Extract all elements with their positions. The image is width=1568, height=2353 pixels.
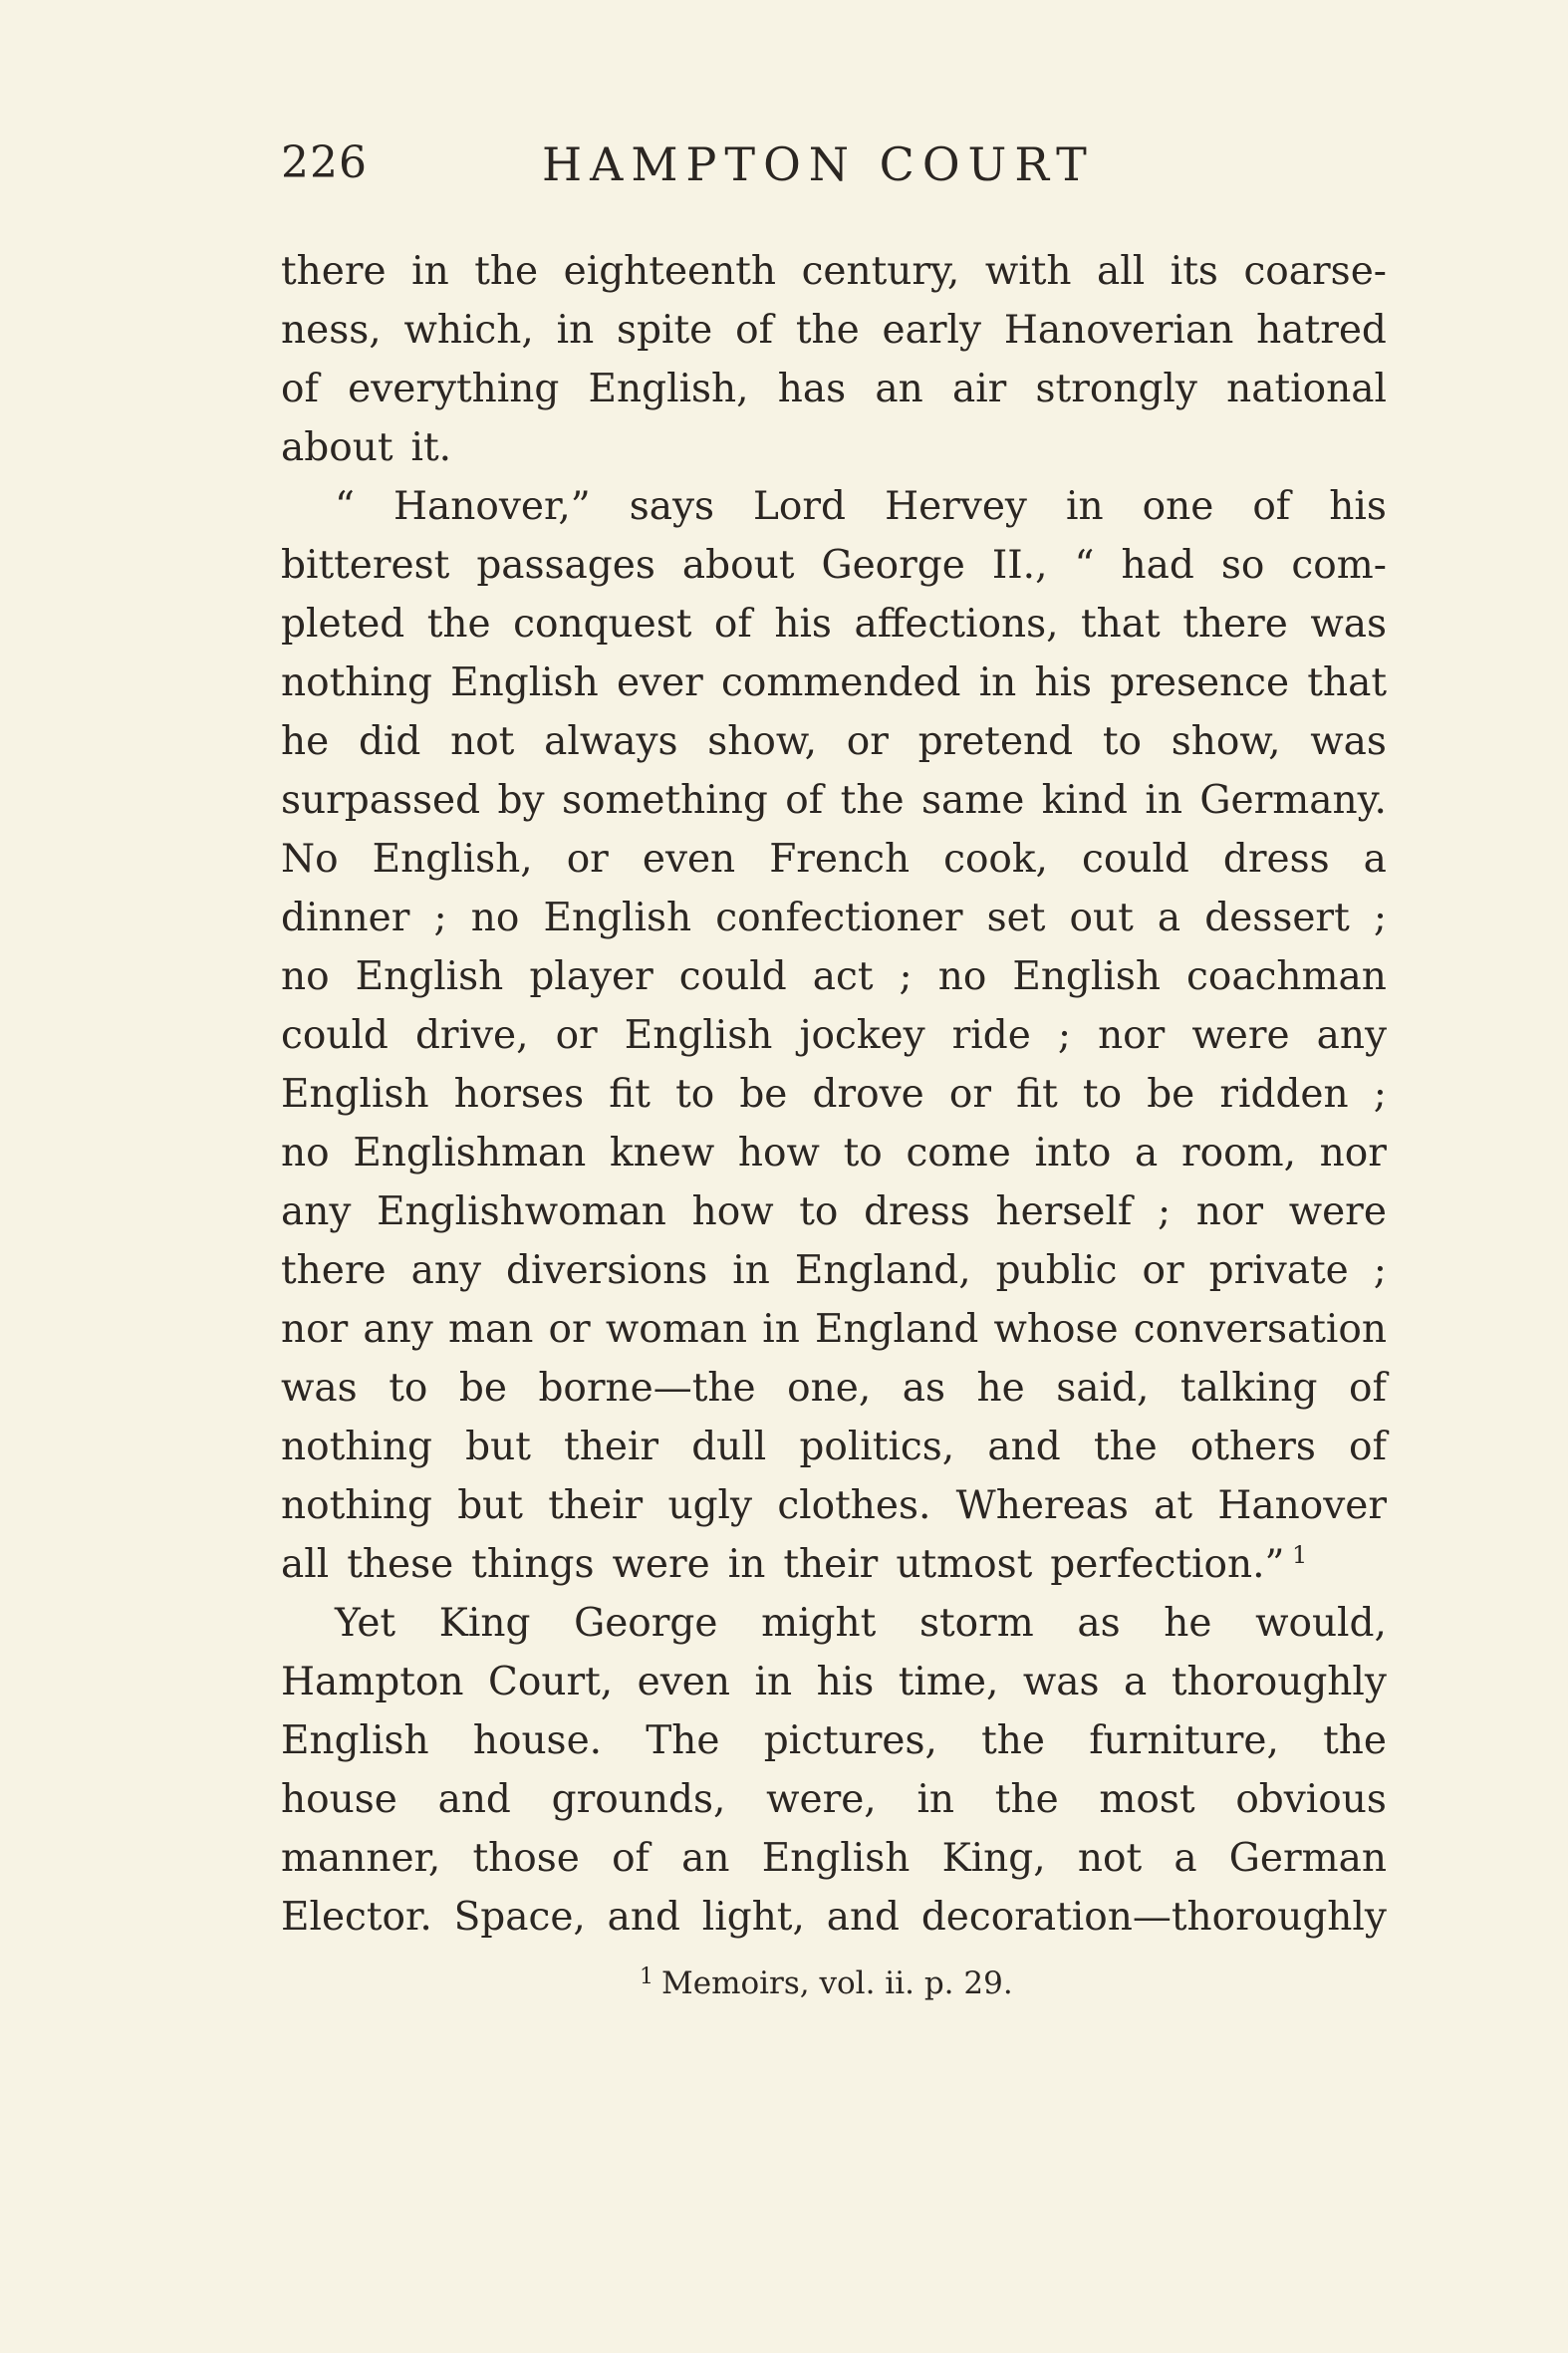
text-line — [281, 889, 1387, 947]
word: to — [1082, 1072, 1123, 1117]
word: confectioner — [715, 896, 963, 940]
word: were — [1288, 1189, 1387, 1234]
word: ; — [1373, 1248, 1387, 1293]
word: any — [410, 1248, 481, 1293]
text-line — [281, 1829, 1387, 1888]
word: ; — [899, 954, 913, 999]
word: it. — [410, 425, 452, 470]
word: strongly — [1035, 367, 1197, 411]
word: said, — [1056, 1366, 1150, 1411]
word: things — [471, 1542, 595, 1587]
word: room, — [1180, 1131, 1296, 1176]
word: thoroughly — [1171, 1660, 1387, 1704]
word: ridden — [1219, 1072, 1349, 1117]
word: about — [281, 425, 393, 470]
word: whose — [993, 1307, 1119, 1352]
word: fit — [1016, 1072, 1058, 1117]
word: national — [1226, 367, 1387, 411]
word: he — [976, 1366, 1025, 1411]
page-header — [281, 137, 1387, 197]
word: to — [843, 1131, 883, 1176]
word: King — [438, 1601, 531, 1646]
word: politics, — [799, 1425, 955, 1469]
word: “ — [335, 484, 355, 529]
text-line — [281, 712, 1387, 771]
word: of — [735, 308, 774, 353]
word: to — [1102, 719, 1143, 764]
text-line — [281, 1770, 1387, 1829]
text-line — [281, 242, 1387, 301]
word: come — [906, 1131, 1011, 1176]
word: a — [1174, 1836, 1197, 1881]
word: or — [1142, 1248, 1184, 1293]
word: of — [785, 778, 824, 823]
word: coarse- — [1243, 249, 1387, 294]
text-line — [281, 1300, 1387, 1359]
word: be — [458, 1366, 507, 1411]
word: spite — [617, 308, 713, 353]
word: Hanover,” — [392, 484, 591, 529]
word: would, — [1255, 1601, 1387, 1646]
word: everything — [348, 367, 560, 411]
word: by — [497, 778, 545, 823]
word: house. — [472, 1718, 603, 1763]
word: in — [1145, 778, 1182, 823]
word: these — [347, 1542, 454, 1587]
word: private — [1208, 1248, 1349, 1293]
word: any — [363, 1307, 433, 1352]
word: jockey — [799, 1013, 925, 1058]
word: nor — [1195, 1189, 1264, 1234]
footnote-text: Memoirs, vol. ii. p. 29. — [661, 1965, 1013, 2001]
word: there — [1182, 602, 1288, 647]
word: that — [1081, 602, 1161, 647]
word: all — [1097, 249, 1146, 294]
word: Hanover — [1217, 1483, 1387, 1528]
word: time, — [898, 1660, 999, 1704]
text-line — [281, 830, 1387, 889]
word: as — [1077, 1601, 1121, 1646]
word: knew — [610, 1131, 715, 1176]
text-line — [281, 418, 1387, 477]
word: which, — [403, 308, 534, 353]
text-line — [281, 1006, 1387, 1065]
word: in — [732, 1248, 770, 1293]
word: that — [1307, 660, 1387, 705]
word: there — [281, 249, 387, 294]
word: dessert — [1204, 896, 1350, 940]
word: English — [450, 660, 599, 705]
word: he — [281, 719, 330, 764]
word: and — [987, 1425, 1061, 1469]
word: fit — [609, 1072, 651, 1117]
word: in — [411, 249, 449, 294]
word: dinner — [281, 896, 410, 940]
word: Germany. — [1199, 778, 1387, 823]
word: presence — [1110, 660, 1290, 705]
word: house — [281, 1777, 397, 1822]
word: Englishman — [353, 1131, 587, 1176]
word: the — [795, 308, 860, 353]
word: pretend — [917, 719, 1074, 764]
word: with — [984, 249, 1072, 294]
word: could — [281, 1013, 389, 1058]
word: manner, — [281, 1836, 441, 1881]
word: was — [1310, 602, 1387, 647]
word: herself — [995, 1189, 1133, 1234]
word: in — [754, 1660, 793, 1704]
word: ride — [951, 1013, 1031, 1058]
word: King, — [941, 1836, 1046, 1881]
word: be — [739, 1072, 788, 1117]
word: French — [769, 837, 911, 882]
word: most — [1099, 1777, 1195, 1822]
word: nor — [1319, 1131, 1387, 1176]
word: eighteenth — [563, 249, 777, 294]
word: furniture, — [1089, 1718, 1279, 1763]
word: grounds, — [551, 1777, 726, 1822]
word: the — [994, 1777, 1059, 1822]
word: “ — [1074, 543, 1095, 588]
text-line — [281, 1359, 1387, 1418]
word: dull — [691, 1425, 767, 1469]
word: ; — [1373, 896, 1387, 940]
word: any — [281, 1189, 352, 1234]
text-line — [281, 1241, 1387, 1300]
word: utmost — [896, 1542, 1033, 1587]
word: same — [920, 778, 1025, 823]
word: could — [678, 954, 787, 999]
word: ness, — [281, 308, 382, 353]
word: English — [761, 1836, 911, 1881]
word: something — [561, 778, 768, 823]
word: Lord — [753, 484, 847, 529]
word: or — [566, 837, 609, 882]
word: light, — [701, 1895, 805, 1940]
word: The — [646, 1718, 720, 1763]
word: Hervey — [885, 484, 1027, 529]
word: but — [457, 1483, 523, 1528]
word: Court, — [488, 1660, 614, 1704]
word: in — [727, 1542, 766, 1587]
word: his — [1034, 660, 1093, 705]
word: England — [814, 1307, 979, 1352]
word: all — [281, 1542, 330, 1587]
word: says — [629, 484, 714, 529]
word: ; — [1157, 1189, 1172, 1234]
word: the — [474, 249, 539, 294]
word: so — [1220, 543, 1265, 588]
word: nor — [1098, 1013, 1166, 1058]
word: no — [281, 954, 330, 999]
word: player — [529, 954, 653, 999]
word: and — [437, 1777, 511, 1822]
word: his — [1329, 484, 1387, 529]
word: to — [675, 1072, 715, 1117]
word: the — [1323, 1718, 1387, 1763]
word: No — [281, 837, 339, 882]
word: those — [472, 1836, 580, 1881]
word: or — [555, 1013, 598, 1058]
word: commended — [721, 660, 961, 705]
word: hatred — [1256, 308, 1387, 353]
word: George — [821, 543, 965, 588]
word: could — [1081, 837, 1189, 882]
word: in — [978, 660, 1017, 705]
word: obvious — [1235, 1777, 1387, 1822]
word: show, — [707, 719, 817, 764]
word: of — [1349, 1366, 1387, 1411]
word: of — [1349, 1425, 1387, 1469]
word: a — [1157, 896, 1181, 940]
word: talking — [1179, 1366, 1318, 1411]
word: Elector. — [281, 1895, 432, 1940]
word: borne—the — [538, 1366, 756, 1411]
word: no — [470, 896, 520, 940]
word: even — [642, 837, 736, 882]
text-line — [281, 1594, 1387, 1653]
word: passages — [476, 543, 655, 588]
text-line — [281, 301, 1387, 360]
word: he — [1164, 1601, 1212, 1646]
word: horses — [453, 1072, 585, 1117]
word: ugly — [667, 1483, 753, 1528]
word: conquest — [513, 602, 692, 647]
word: the — [426, 602, 491, 647]
word: nothing — [281, 1425, 432, 1469]
word: was — [1310, 719, 1387, 764]
word: or — [948, 1072, 991, 1117]
footnote — [640, 1964, 1013, 2001]
word: conversation — [1133, 1307, 1387, 1352]
text-line — [281, 771, 1387, 830]
word: of — [281, 367, 319, 411]
word: as — [902, 1366, 946, 1411]
running-head: HAMPTON COURT — [542, 137, 1095, 191]
word: clothes. — [777, 1483, 931, 1528]
text-line — [281, 1888, 1387, 1947]
footnote-reference: 1 — [1284, 1541, 1308, 1569]
text-line — [281, 1711, 1387, 1770]
word: set — [986, 896, 1046, 940]
word: of — [713, 602, 752, 647]
text-line — [281, 947, 1387, 1006]
word: cook, — [943, 837, 1048, 882]
word: England, — [794, 1248, 971, 1293]
text-line — [281, 595, 1387, 654]
word: coachman — [1186, 954, 1387, 999]
word: century, — [801, 249, 960, 294]
word: diversions — [506, 1248, 708, 1293]
word: dress — [864, 1189, 970, 1234]
word: to — [389, 1366, 428, 1411]
word: into — [1034, 1131, 1112, 1176]
word: English — [624, 1013, 773, 1058]
text-line — [281, 477, 1387, 536]
word: how — [691, 1189, 774, 1234]
word: English — [281, 1072, 429, 1117]
word: in — [1065, 484, 1104, 529]
text-line — [281, 536, 1387, 595]
word: woman — [605, 1307, 748, 1352]
word: perfection.” $^1$ — [1050, 1541, 1308, 1587]
word: drove — [812, 1072, 924, 1117]
word: his — [774, 602, 832, 647]
word: their — [548, 1483, 644, 1528]
word: ; — [433, 896, 447, 940]
word: English — [543, 896, 692, 940]
word: were — [612, 1542, 710, 1587]
word: might — [761, 1601, 877, 1646]
word: no — [281, 1131, 330, 1176]
word: always — [544, 719, 678, 764]
word: not — [450, 719, 515, 764]
word: an — [681, 1836, 730, 1881]
word: how — [737, 1131, 820, 1176]
word: Yet — [335, 1601, 396, 1646]
word: kind — [1041, 778, 1128, 823]
word: Englishwoman — [377, 1189, 666, 1234]
word: in — [916, 1777, 955, 1822]
word: nor — [281, 1307, 349, 1352]
word: early — [882, 308, 982, 353]
word: has — [777, 367, 847, 411]
word: or — [548, 1307, 591, 1352]
word: storm — [918, 1601, 1034, 1646]
word: even — [637, 1660, 730, 1704]
word: English — [355, 954, 504, 999]
word: ever — [616, 660, 703, 705]
word: George — [574, 1601, 718, 1646]
word: a — [1135, 1131, 1159, 1176]
word: nothing — [281, 1483, 432, 1528]
word: nothing — [281, 660, 432, 705]
word: did — [358, 719, 421, 764]
text-line — [281, 1065, 1387, 1124]
word: its — [1170, 249, 1218, 294]
word: and — [826, 1895, 901, 1940]
word: dress — [1222, 837, 1330, 882]
word: man — [448, 1307, 534, 1352]
word: had — [1121, 543, 1194, 588]
word: the — [1093, 1425, 1158, 1469]
word: to — [799, 1189, 839, 1234]
text-line — [281, 1476, 1387, 1535]
word: there — [281, 1248, 387, 1293]
word: air — [951, 367, 1007, 411]
word: at — [1154, 1483, 1193, 1528]
word: the — [981, 1718, 1045, 1763]
word: pictures, — [763, 1718, 937, 1763]
word: ; — [1057, 1013, 1072, 1058]
text-line — [281, 1653, 1387, 1711]
word: Hampton — [281, 1660, 464, 1704]
word: Space, — [453, 1895, 586, 1940]
word: decoration—thoroughly — [920, 1895, 1387, 1940]
word: one, — [787, 1366, 872, 1411]
word: ; — [1373, 1072, 1387, 1117]
word: English — [1012, 954, 1161, 999]
word: German — [1228, 1836, 1387, 1881]
text-line — [281, 360, 1387, 418]
word: were, — [766, 1777, 877, 1822]
word: show, — [1171, 719, 1281, 764]
text-line — [281, 1182, 1387, 1241]
word: others — [1189, 1425, 1316, 1469]
word: pleted — [281, 602, 405, 647]
word: English, — [372, 837, 533, 882]
word: the — [840, 778, 905, 823]
word: was — [281, 1366, 358, 1411]
word: their — [564, 1425, 659, 1469]
text-line — [281, 1124, 1387, 1182]
word: not — [1077, 1836, 1143, 1881]
word: no — [937, 954, 987, 999]
word: out — [1069, 896, 1134, 940]
word: of — [1252, 484, 1291, 529]
word: act — [812, 954, 874, 999]
word: affections, — [854, 602, 1059, 647]
word: an — [875, 367, 923, 411]
word: in — [762, 1307, 800, 1352]
word: English, — [588, 367, 749, 411]
word: English — [281, 1718, 429, 1763]
word: of — [612, 1836, 650, 1881]
word: II., — [991, 543, 1048, 588]
word: in — [556, 308, 595, 353]
text-line — [281, 654, 1387, 712]
word: Whereas — [955, 1483, 1129, 1528]
word: were — [1191, 1013, 1290, 1058]
word: public — [995, 1248, 1118, 1293]
word: about — [681, 543, 795, 588]
body-text — [281, 242, 1387, 1947]
word: but — [465, 1425, 531, 1469]
word: or — [846, 719, 889, 764]
word: any — [1316, 1013, 1387, 1058]
word: his — [816, 1660, 875, 1704]
word: a — [1363, 837, 1387, 882]
word: a — [1124, 1660, 1148, 1704]
word: com- — [1291, 543, 1387, 588]
word: and — [607, 1895, 680, 1940]
word: their — [783, 1542, 879, 1587]
word: bitterest — [281, 543, 450, 588]
page-number: 226 — [281, 137, 368, 188]
text-line — [281, 1535, 1387, 1594]
word: Hanoverian — [1003, 308, 1234, 353]
word: was — [1022, 1660, 1100, 1704]
word: drive, — [414, 1013, 529, 1058]
word: surpassed — [281, 778, 481, 823]
word: one — [1142, 484, 1214, 529]
footnote-mark: 1 — [640, 1964, 653, 1989]
word: be — [1147, 1072, 1195, 1117]
text-line — [281, 1418, 1387, 1476]
